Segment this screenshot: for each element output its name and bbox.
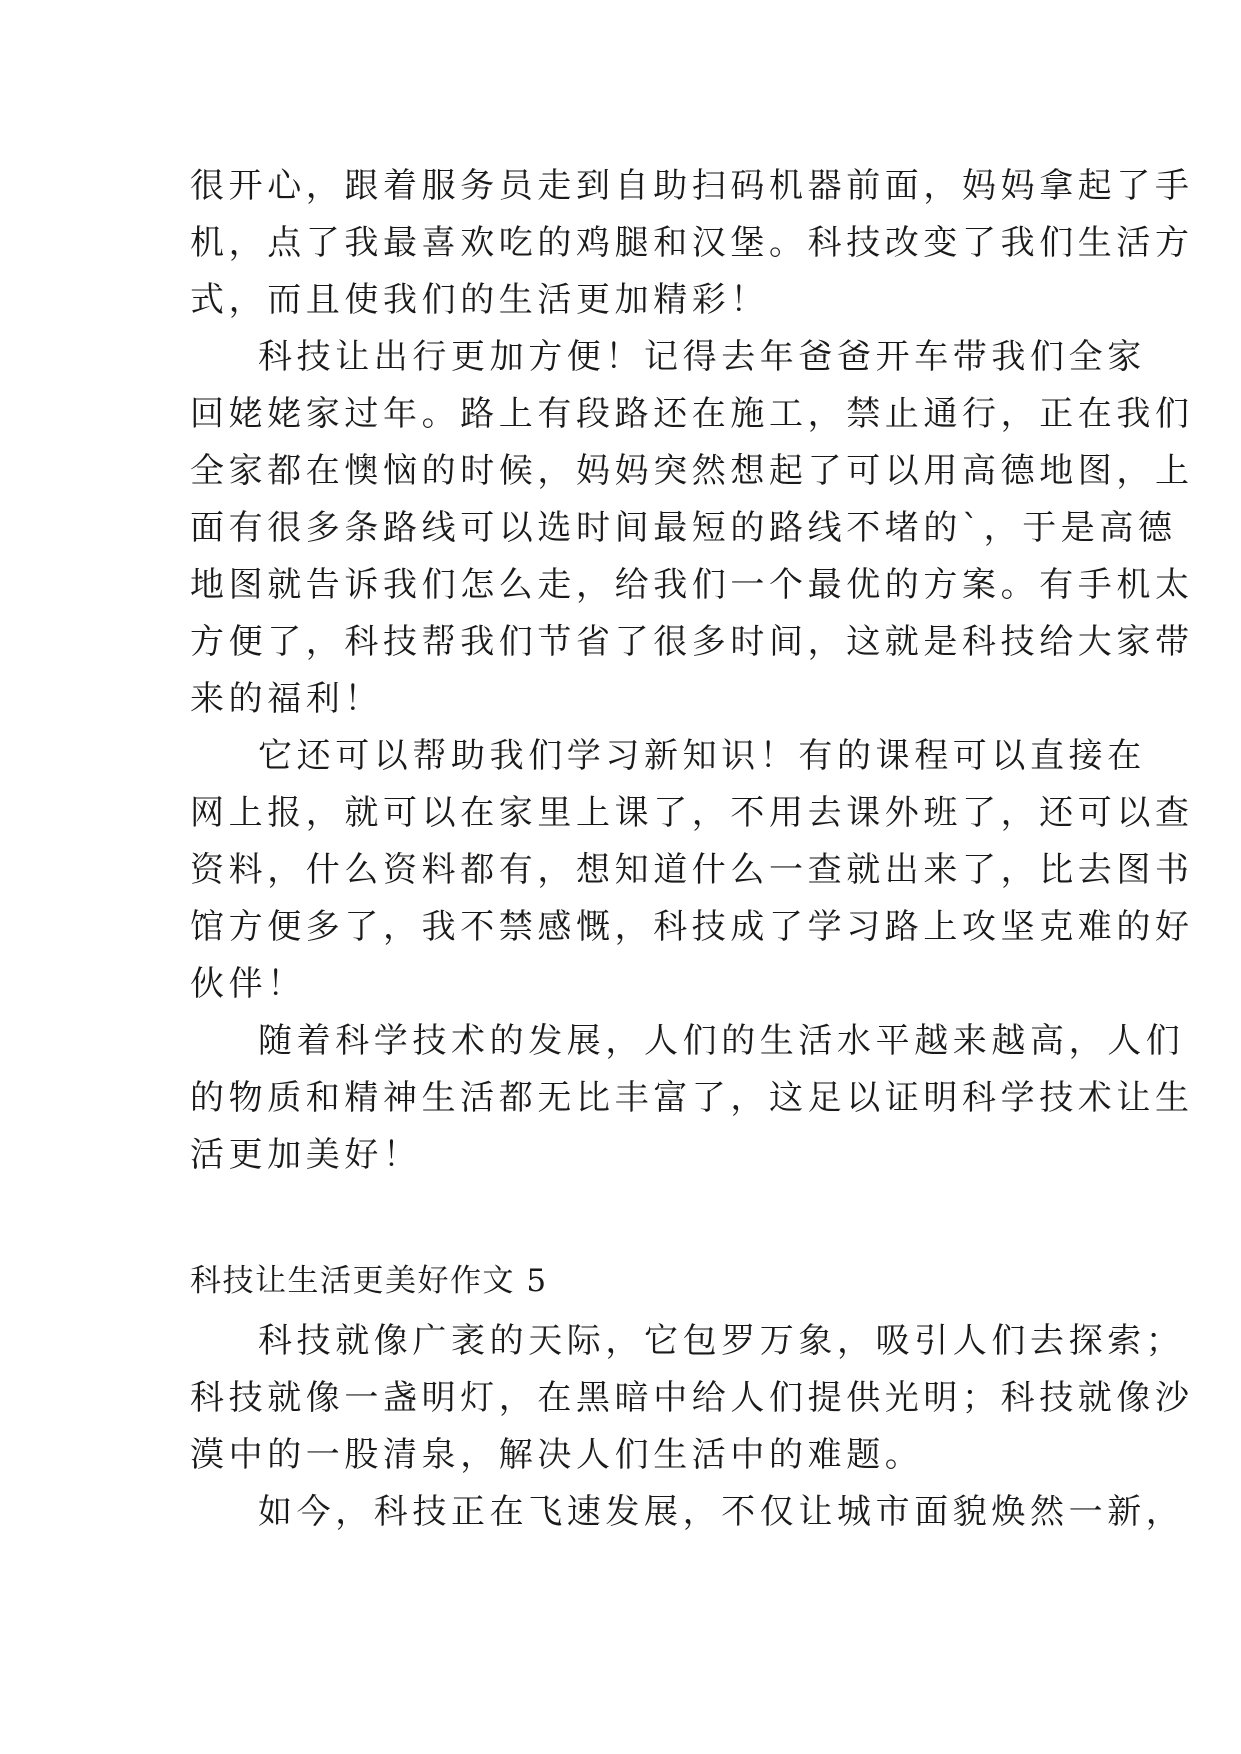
- paragraph-line: 如今，科技正在飞速发展，不仅让城市面貌焕然一新，: [258, 1492, 1185, 1532]
- paragraph-line: 伙伴！: [190, 964, 306, 1004]
- paragraph-line: 漠中的一股清泉，解决人们生活中的难题。: [190, 1435, 924, 1475]
- paragraph-line: 的物质和精神生活都无比丰富了，这足以证明科学技术让生: [190, 1078, 1194, 1118]
- paragraph-line: 科技就像一盏明灯，在黑暗中给人们提供光明；科技就像沙: [190, 1378, 1194, 1418]
- paragraph-line: 科技就像广袤的天际，它包罗万象，吸引人们去探索；: [258, 1321, 1185, 1361]
- paragraph-line: 科技让出行更加方便！记得去年爸爸开车带我们全家: [258, 337, 1146, 377]
- paragraph-line: 机，点了我最喜欢吃的鸡腿和汉堡。科技改变了我们生活方: [190, 223, 1194, 263]
- paragraph-line: 来的福利！: [190, 679, 383, 719]
- paragraph-line: 全家都在懊恼的时候，妈妈突然想起了可以用高德地图，上: [190, 451, 1194, 491]
- paragraph-line: 随着科学技术的发展，人们的生活水平越来越高，人们: [258, 1021, 1185, 1061]
- paragraph-line: 馆方便多了，我不禁感慨，科技成了学习路上攻坚克难的好: [190, 907, 1194, 947]
- paragraph-line: 它还可以帮助我们学习新知识！有的课程可以直接在: [258, 736, 1146, 776]
- paragraph-line: 地图就告诉我们怎么走，给我们一个最优的方案。有手机太: [190, 565, 1194, 605]
- paragraph-line: 网上报，就可以在家里上课了，不用去课外班了，还可以查: [190, 793, 1194, 833]
- paragraph-line: 式，而且使我们的生活更加精彩！: [190, 280, 769, 320]
- paragraph-line: 方便了，科技帮我们节省了很多时间，这就是科技给大家带: [190, 622, 1194, 662]
- paragraph-line: 面有很多条路线可以选时间最短的路线不堵的`，于是高德: [190, 508, 1177, 548]
- paragraph-line: 很开心，跟着服务员走到自助扫码机器前面，妈妈拿起了手: [190, 166, 1194, 206]
- section-heading: 科技让生活更美好作文 5: [190, 1263, 548, 1299]
- paragraph-line: 活更加美好！: [190, 1135, 422, 1175]
- paragraph-line: 回姥姥家过年。路上有段路还在施工，禁止通行，正在我们: [190, 394, 1194, 434]
- paragraph-line: 资料，什么资料都有，想知道什么一查就出来了，比去图书: [190, 850, 1194, 890]
